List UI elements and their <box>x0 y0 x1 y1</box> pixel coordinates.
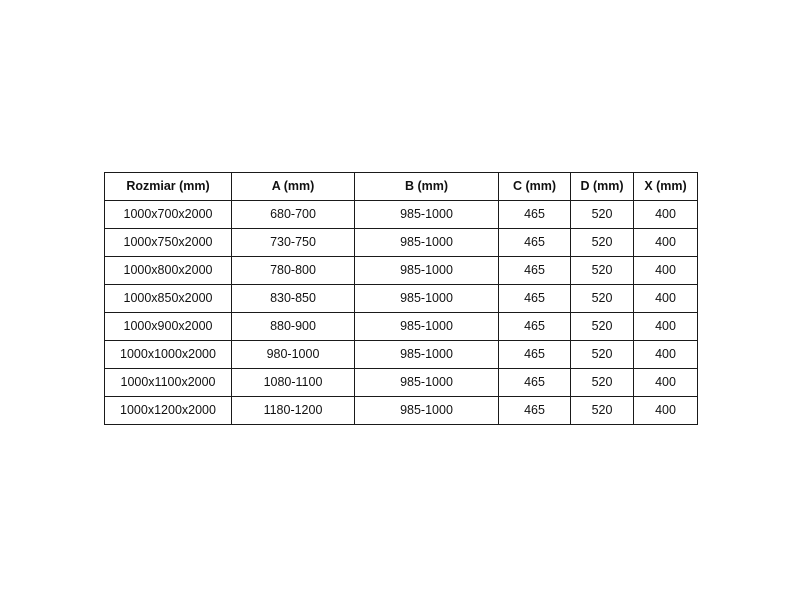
table-row <box>105 229 698 257</box>
dimensions-table <box>104 172 698 425</box>
cell-a: 680-700 <box>232 201 355 229</box>
cell-a: 880-900 <box>232 313 355 341</box>
cell-x: 400 <box>634 369 698 397</box>
cell-d: 520 <box>571 257 634 285</box>
cell-a: 830-850 <box>232 285 355 313</box>
header-c: C (mm) <box>499 173 571 201</box>
header-d: D (mm) <box>571 173 634 201</box>
cell-a: 980-1000 <box>232 341 355 369</box>
cell-x: 400 <box>634 229 698 257</box>
cell-c: 465 <box>499 341 571 369</box>
cell-x: 400 <box>634 341 698 369</box>
cell-x: 400 <box>634 313 698 341</box>
cell-b: 985-1000 <box>355 369 499 397</box>
cell-b: 985-1000 <box>355 201 499 229</box>
cell-d: 520 <box>571 341 634 369</box>
cell-d: 520 <box>571 201 634 229</box>
cell-b: 985-1000 <box>355 229 499 257</box>
cell-size: 1000x850x2000 <box>105 285 232 313</box>
cell-c: 465 <box>499 313 571 341</box>
cell-a: 1180-1200 <box>232 397 355 425</box>
cell-c: 465 <box>499 257 571 285</box>
cell-d: 520 <box>571 369 634 397</box>
cell-size: 1000x1000x2000 <box>105 341 232 369</box>
cell-b: 985-1000 <box>355 257 499 285</box>
cell-c: 465 <box>499 397 571 425</box>
cell-x: 400 <box>634 285 698 313</box>
cell-x: 400 <box>634 257 698 285</box>
header-a: A (mm) <box>232 173 355 201</box>
cell-c: 465 <box>499 369 571 397</box>
cell-x: 400 <box>634 201 698 229</box>
table-row <box>105 313 698 341</box>
cell-c: 465 <box>499 201 571 229</box>
cell-size: 1000x1200x2000 <box>105 397 232 425</box>
cell-d: 520 <box>571 229 634 257</box>
cell-a: 780-800 <box>232 257 355 285</box>
cell-d: 520 <box>571 313 634 341</box>
table-row <box>105 201 698 229</box>
cell-b: 985-1000 <box>355 285 499 313</box>
table-row <box>105 397 698 425</box>
cell-size: 1000x800x2000 <box>105 257 232 285</box>
cell-x: 400 <box>634 397 698 425</box>
cell-c: 465 <box>499 229 571 257</box>
header-size: Rozmiar (mm) <box>105 173 232 201</box>
cell-b: 985-1000 <box>355 341 499 369</box>
cell-b: 985-1000 <box>355 313 499 341</box>
cell-d: 520 <box>571 285 634 313</box>
table-row <box>105 257 698 285</box>
cell-size: 1000x900x2000 <box>105 313 232 341</box>
header-b: B (mm) <box>355 173 499 201</box>
cell-d: 520 <box>571 397 634 425</box>
cell-b: 985-1000 <box>355 397 499 425</box>
cell-size: 1000x750x2000 <box>105 229 232 257</box>
cell-size: 1000x1100x2000 <box>105 369 232 397</box>
table-row <box>105 285 698 313</box>
table-header-row <box>105 173 698 201</box>
header-x: X (mm) <box>634 173 698 201</box>
cell-size: 1000x700x2000 <box>105 201 232 229</box>
cell-a: 730-750 <box>232 229 355 257</box>
table-row <box>105 341 698 369</box>
table-row <box>105 369 698 397</box>
cell-a: 1080-1100 <box>232 369 355 397</box>
cell-c: 465 <box>499 285 571 313</box>
